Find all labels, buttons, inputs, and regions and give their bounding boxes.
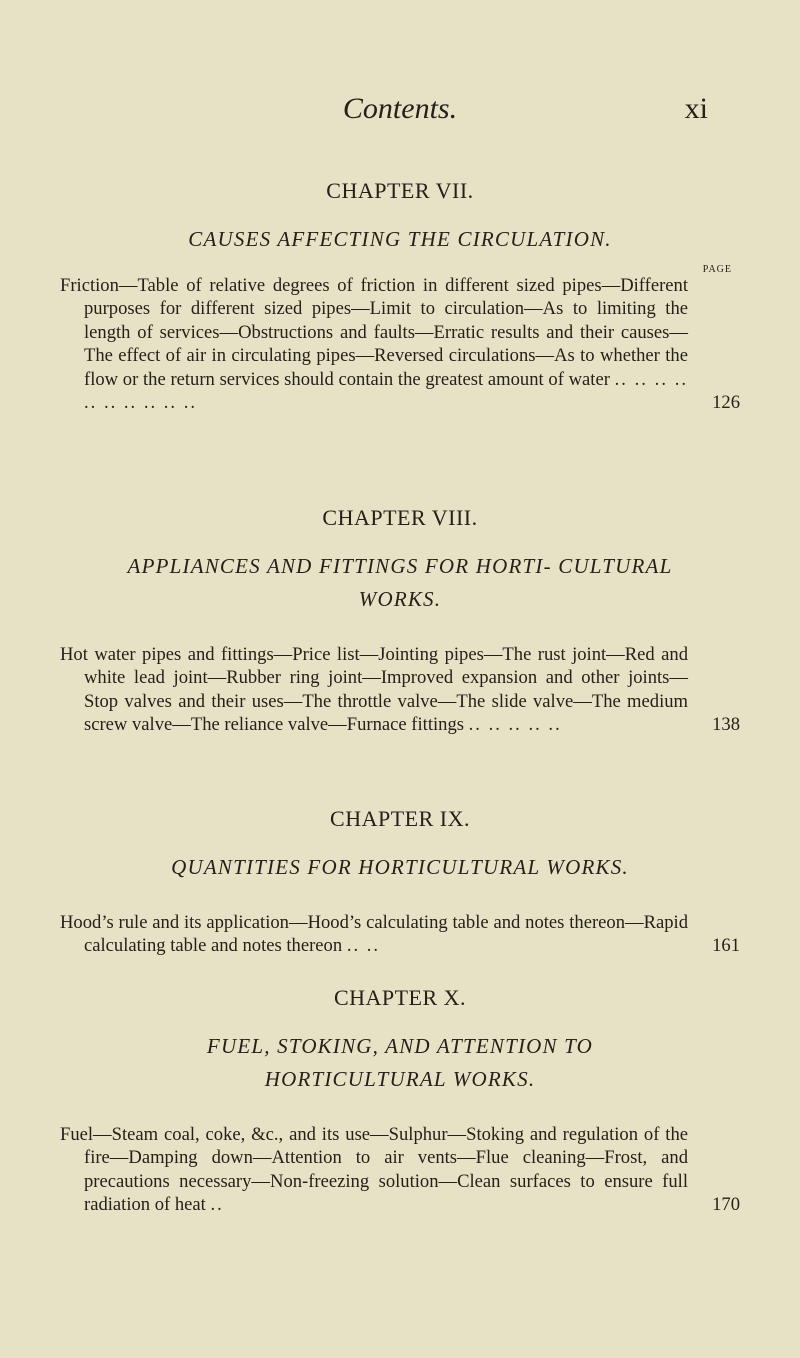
- chapter-description: [60, 643, 740, 737]
- description-text: Hot water pipes and fittings—Price list—Jointing pipes—The rust joint—Red and white lead joint—Rubber ring joint—Improved expansion and other joints—Stop valves and their uses—The throttle valve—The slide valve—The medium screw valve—The reliance valve—Furnace fittings: [60, 644, 688, 736]
- dot-leader: .. ..: [346, 935, 381, 957]
- chapter-entry: [60, 505, 740, 737]
- chapter-page-number: 170: [712, 1194, 740, 1216]
- chapter-page-number: 126: [712, 392, 740, 414]
- description-text: Friction—Table of relative degrees of friction in different sized pipes—Different purposes for different sized pipes—Limit to circulation—As to limiting the length of services—Obstructions and faults—Erratic results and their causes—The effect of air in circulating pipes—Reversed circulations—As to whether the flow or the return services should contain the greatest amount of water: [60, 275, 688, 390]
- chapter-page-number: 138: [712, 714, 740, 736]
- chapter-description: [60, 274, 740, 414]
- chapter-entry: [60, 806, 740, 958]
- running-page-number: xi: [684, 92, 708, 125]
- dot-leader: ..: [210, 1194, 224, 1216]
- running-head: [0, 92, 800, 132]
- chapter-number: CHAPTER VII.: [326, 178, 474, 203]
- chapter-title: APPLIANCES AND FITTINGS FOR HORTI- CULTURAL WORKS.: [127, 554, 673, 611]
- dot-leader: .. .. .. .. .. .. .. .. .. ..: [84, 368, 688, 414]
- chapter-entry: [60, 985, 740, 1217]
- chapter-title: CAUSES AFFECTING THE CIRCULATION.: [188, 227, 612, 251]
- description-text: Fuel—Steam coal, coke, &c., and its use—Sulphur—Stoking and regulation of the fire—Damping down—Attention to air vents—Flue cleaning—Frost, and precautions necessary—Non-freezing solution—Clean surfaces to ensure full radiation of heat: [60, 1124, 688, 1216]
- chapter-number: CHAPTER VIII.: [322, 505, 478, 530]
- chapter-page-number: 161: [712, 935, 740, 957]
- chapter-title: FUEL, STOKING, AND ATTENTION TO HORTICULTURAL WORKS.: [206, 1034, 594, 1091]
- chapter-entry: [60, 178, 740, 414]
- description-text: Hood’s rule and its application—Hood’s calculating table and notes thereon—Rapid calculating table and notes thereon: [60, 912, 688, 957]
- chapter-number: CHAPTER X.: [333, 985, 467, 1010]
- dot-leader: .. .. .. .. ..: [468, 714, 562, 736]
- chapter-description: [60, 1123, 740, 1217]
- chapter-number: CHAPTER IX.: [330, 806, 470, 831]
- running-title: Contents.: [342, 92, 458, 125]
- chapter-description: [60, 911, 740, 958]
- chapter-title: QUANTITIES FOR HORTICULTURAL WORKS.: [171, 855, 629, 879]
- page-column-label: PAGE: [702, 264, 732, 275]
